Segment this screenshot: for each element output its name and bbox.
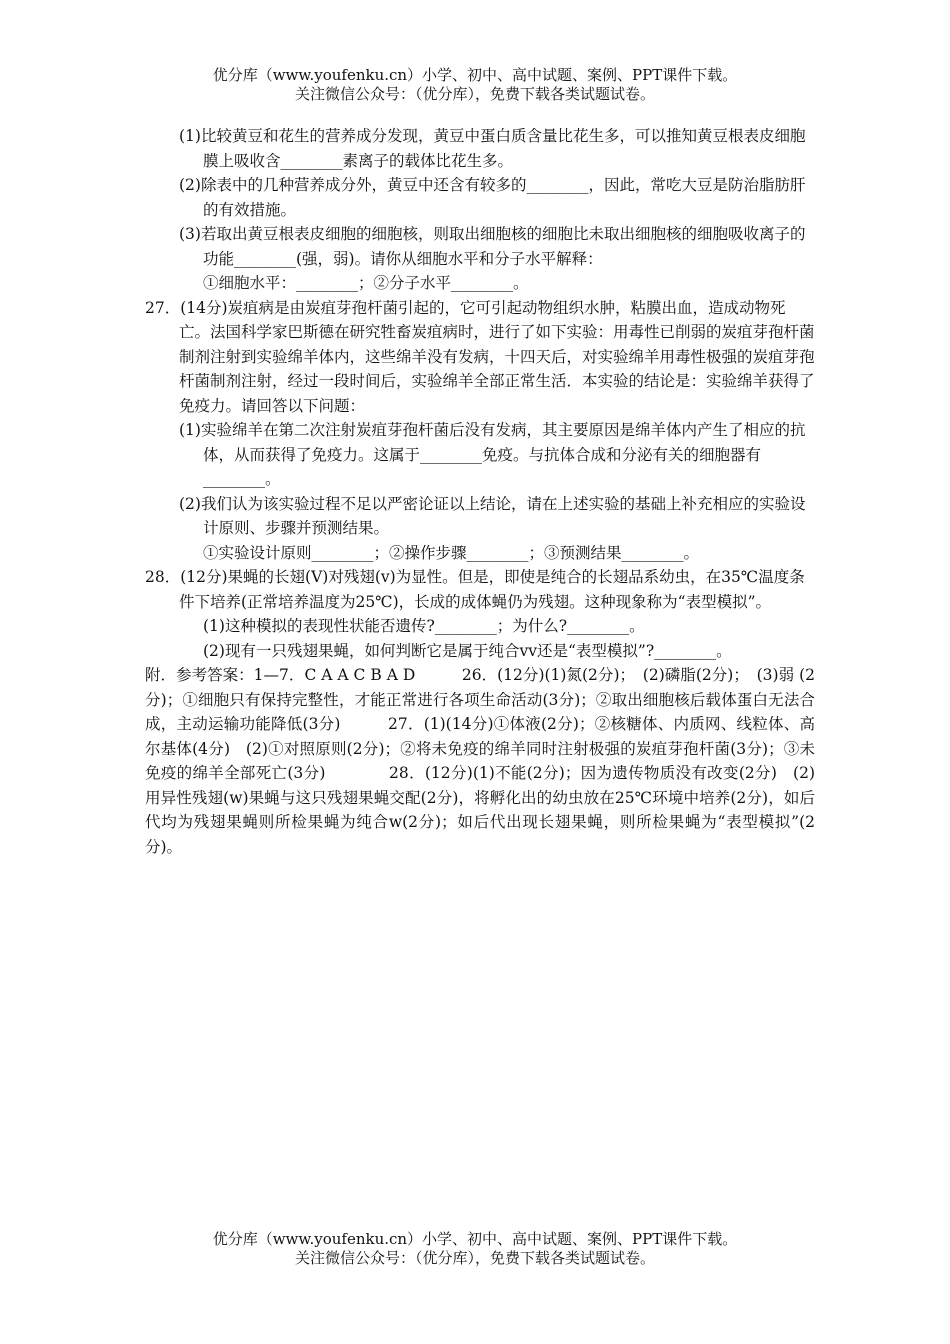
document-body (145, 124, 815, 859)
q28-part-2: (2)现有一只残翅果蝇，如何判断它是属于纯合vv还是“表型模拟”?________。 (203, 641, 732, 660)
q28-part-1: (1)这种模拟的表现性状能否遗传?________；为什么?________。 (203, 617, 645, 635)
q28-stem: 28．(12分)果蝇的长翅(V)对残翅(v)为显性。但是，即使是纯合的长翅品系幼虫，在35℃温度条件下培养(正常培养温度为25℃)，长成的成体蝇仍为残翅。这种现象称为“表型模拟”。 (145, 568, 805, 611)
q26-part-2: (2)除表中的几种营养成分外，黄豆中还含有较多的________，因此，常吃大豆是防治脂肪肝的有效措施。 (179, 176, 806, 219)
page-footer (0, 1230, 950, 1268)
page-header (0, 66, 950, 104)
header-line-1: 优分库（www.youfenku.cn）小学、初中、高中试题、案例、PPT课件下载。 (212, 66, 738, 84)
q26-part-3-blanks: ①细胞水平：________；②分子水平________。 (203, 274, 529, 292)
reference-answers: 附．参考答案：1—7．C A A C B A D 26．(12分)(1)氮(2分)； (2)磷脂(2分)； (3)弱 (2分)；①细胞只有保持完整性，才能正常进行各项生命活动(3分)；②取出细胞核后载体蛋白无法合成，主动运输功能降低(3分) 27．(1)(14分)①体液(2分)；②核糖体、内质网、线粒体、高尔基体(4分) (2)①对照原则(2分)；②将未免疫的绵羊同时注射极强的炭疽芽孢杆菌(3分)；③未免疫的绵羊全部死亡(3分) 28．(12分)(1)不能(2分)；因为遗传物质没有改变(2分) (2)用异性残翅(w)果蝇与这只残翅果蝇交配(2分)，将孵化出的幼虫放在25℃环境中培养(2分)，如后代均为残翅果蝇则所检果蝇为纯合w(2分)；如后代出现长翅果蝇，则所检果蝇为“表型模拟”(2分)。 (145, 666, 815, 856)
q27-part-1: (1)实验绵羊在第二次注射炭疽芽孢杆菌后没有发病，其主要原因是绵羊体内产生了相应的抗体，从而获得了免疫力。这属于________免疫。与抗体合成和分泌有关的细胞器有________。 (179, 421, 806, 488)
q27-part-2: (2)我们认为该实验过程不足以严密论证以上结论，请在上述实验的基础上补充相应的实验设计原则、步骤并预测结果。 (179, 494, 806, 537)
q27-stem: 27．(14分)炭疽病是由炭疽芽孢杆菌引起的，它可引起动物组织水肿，粘膜出血，造成动物死亡。法国科学家巴斯德在研究牲畜炭疽病时，进行了如下实验：用毒性已削弱的炭疽芽孢杆菌制剂注射到实验绵羊体内，这些绵羊没有发病，十四天后，对实验绵羊用毒性极强的炭疽芽孢杆菌制剂注射，经过一段时间后，实验绵羊全部正常生活．本实验的结论是：实验绵羊获得了免疫力。请回答以下问题： (145, 298, 815, 415)
footer-line-1: 优分库（www.youfenku.cn）小学、初中、高中试题、案例、PPT课件下载。 (212, 1230, 738, 1248)
q27-part-2-blanks: ①实验设计原则________；②操作步骤________；③预测结果________。 (203, 543, 700, 562)
header-line-2: 关注微信公众号：（优分库），免费下载各类试题试卷。 (294, 85, 655, 103)
q26-part-1: (1)比较黄豆和花生的营养成分发现，黄豆中蛋白质含量比花生多，可以推知黄豆根表皮细胞膜上吸收含________素离子的载体比花生多。 (179, 127, 806, 170)
footer-line-2: 关注微信公众号：（优分库），免费下载各类试题试卷。 (294, 1249, 655, 1267)
q26-part-3: (3)若取出黄豆根表皮细胞的细胞核，则取出细胞核的细胞比未取出细胞核的细胞吸收离子的功能________(强，弱)。请你从细胞水平和分子水平解释： (179, 225, 806, 268)
